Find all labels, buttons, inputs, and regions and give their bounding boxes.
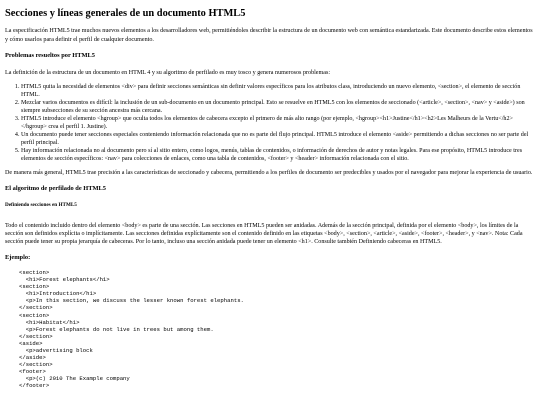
code-line: <section> bbox=[19, 311, 50, 319]
intro-paragraph: La especificación HTML5 trae muchos nuevos elementos a los desarrolladores web, permitiéndoles describir la estructura de un documento web con semántica estandarizada. Este documento describe estos elementos y cómo usarlos para definir el perfil de cualquier documento. bbox=[5, 28, 533, 43]
code-line: <section> bbox=[19, 283, 50, 291]
list-item: 3. HTML5 introduce el elemento <hgroup> que oculta todos los elementos de cabecera excepto el primero de más alto rango (por ejemplo, <hgroup><h1>Justine</h1><h2>Les Malheurs de la Vertu</h2></hgroup> crea el perfil 1. Justine). bbox=[21, 115, 535, 131]
code-line: </footer> bbox=[19, 381, 50, 389]
list-item: 5. Hay información relacionada no al documento pero sí al sitio entero, como logos, menús, tablas de contenidos, o información de derechos de autor y notas legales. Para ese propósito, HTML5 introduce tres elementos de sección específicos: <nav> para colecciones de enlaces, como una tabla de contenidos, <footer> y <header> información relacionada con el sitio. bbox=[21, 147, 535, 163]
code-line: <footer> bbox=[19, 367, 46, 375]
code-line: <p>(c) 2010 The Example company bbox=[19, 374, 130, 382]
defining-sections-paragraph: Todo el contenido incluido dentro del elemento <body> es parte de una sección. Las secciones en HTML5 pueden ser anidadas. Además de la sección principal, definida por el elemento <body>, los límites de la sección son definidos explícita o implícitamente. Las secciones definidas explícitamente son el contenido definido en las etiquetas <body>, <section>, <article>, <aside>, <footer>, <header>, y <nav>. Nota: Cada sección puede tener su propia jerarquía de cabeceras. Por lo tanto, incluso una sección anidada puede tener un elemento <h1>. Consulte también Definiendo cabeceras en HTML5. bbox=[5, 222, 523, 245]
code-line: <section> bbox=[19, 269, 50, 277]
list-item: 1. HTML5 quita la necesidad de elementos <div> para definir secciones semánticas sin definir valores específicos para los atributos class, introduciendo un nuevo elemento, <section>, el elemento de sección HTML. bbox=[21, 83, 535, 99]
code-line: <h1>Habitat</h1> bbox=[19, 318, 80, 326]
page-title: Secciones y líneas generales de un documento HTML5 bbox=[5, 8, 246, 19]
problems-outro-paragraph: De manera más general, HTML5 trae precisión a las características de seccionado y cabecera, permitiendo a los perfiles de documento ser predecibles y usados por el navegador para mejorar la experiencia de usuario. bbox=[5, 170, 533, 177]
code-line: <p>Forest elephants do not live in trees but among them. bbox=[19, 325, 214, 333]
code-line: <h1>Introduction</h1> bbox=[19, 290, 97, 298]
problems-list bbox=[5, 83, 535, 163]
code-line: </section> bbox=[19, 360, 53, 368]
code-line: </aside> bbox=[19, 353, 46, 361]
defining-sections-heading: Definiendo secciones en HTML5 bbox=[5, 201, 77, 208]
list-item: 4. Un documento puede tener secciones especiales conteniendo información relacionada que no es parte del flujo principal. HTML5 introduce el elemento <aside> permitiendo a dichas secciones no ser parte del perfil principal. bbox=[21, 131, 535, 147]
code-line: <p>advertising block bbox=[19, 346, 93, 354]
code-line: </section> bbox=[19, 332, 53, 340]
algorithm-heading: El algoritmo de perfilado de HTML5 bbox=[5, 185, 107, 193]
code-line: <h1>Forest elephants</h1> bbox=[19, 276, 110, 284]
code-example bbox=[5, 269, 535, 389]
list-item: 2. Mezclar varios documentos es difícil: la inclusión de un sub-documento en un documento principal. Esto se resuelve en HTML5 con los elementos de seccionado (<article>, <section>, <nav> y <aside>) son siempre subsecciones de su sección ancestra más cercana. bbox=[21, 99, 535, 115]
problems-intro-paragraph: La definición de la estructura de un documento en HTML 4 y su algoritmo de perfilado es muy tosco y genera numerosos problemas: bbox=[5, 70, 331, 76]
code-line: </section> bbox=[19, 304, 53, 312]
code-line: <p>In this section, we discuss the lesser known forest elephants. bbox=[19, 297, 244, 305]
example-heading: Ejemplo: bbox=[5, 253, 31, 261]
code-line: <aside> bbox=[19, 339, 43, 347]
problems-heading: Problemas resueltos por HTML5 bbox=[5, 51, 95, 59]
